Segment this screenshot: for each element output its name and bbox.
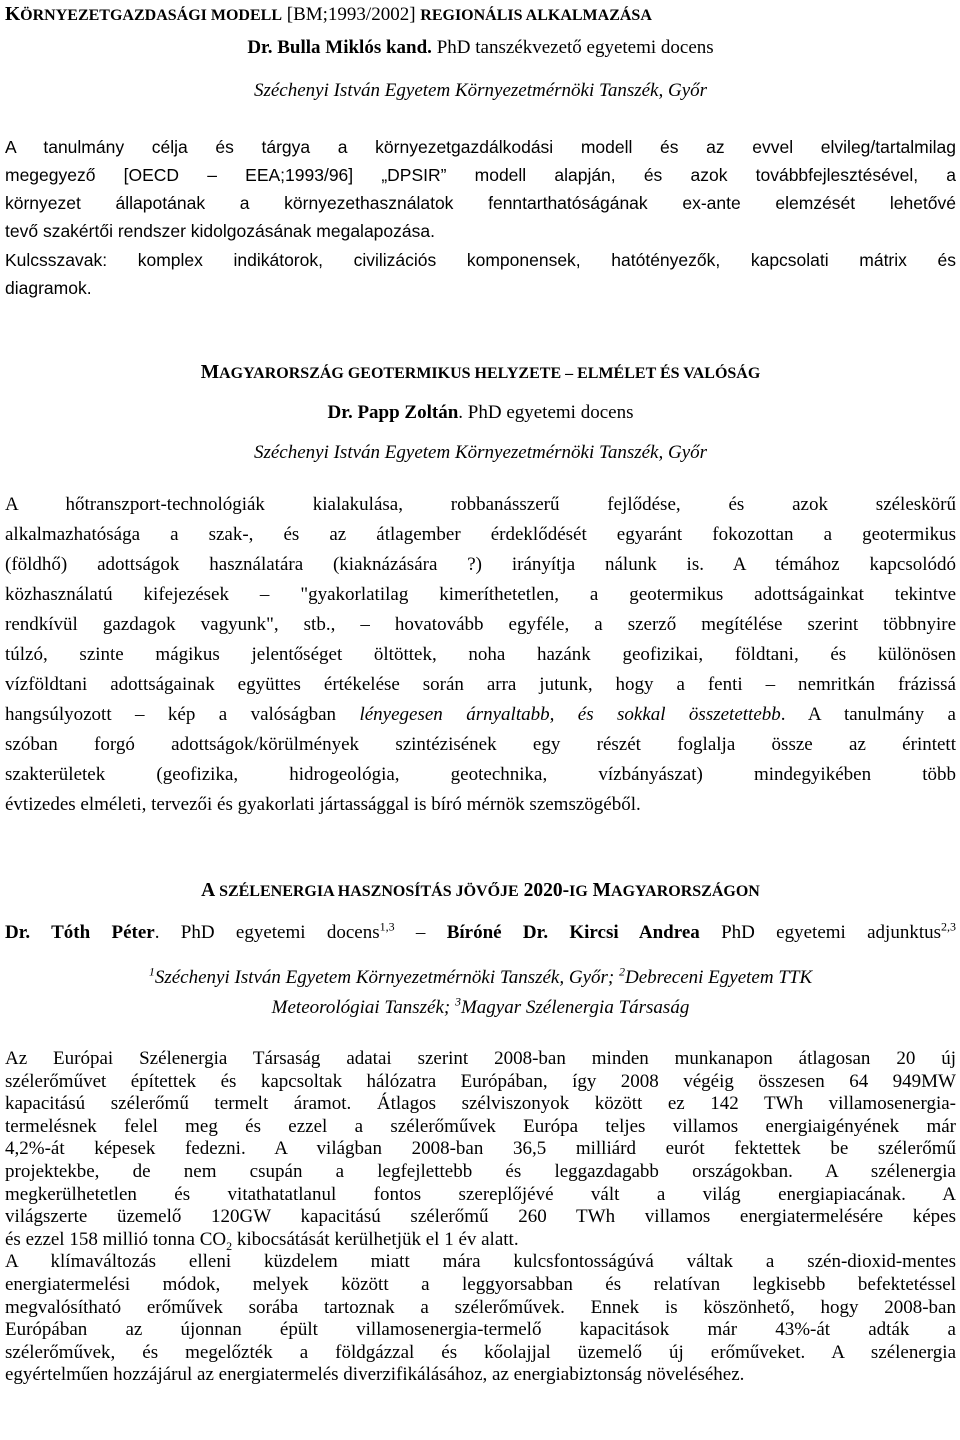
author-role: . PhD egyetemi docens (154, 922, 380, 943)
abstract-3-paragraph-line: megkerülhetetlen és vitathatatlanul fontos szereplőjévé vált a világ energiapiacának. A (5, 1183, 956, 1205)
author-name: Bíróné Dr. Kircsi Andrea (446, 922, 700, 943)
abstract-3-paragraph-line: energiatermelési módok, melyek között a leggyorsabban és relatívan legkisebb befektetéssel (5, 1274, 956, 1295)
abstract-3-authors-line: Dr. Tóth Péter. PhD egyetemi docens$^{1,3}$ – Bíróné Dr. Kircsi Andrea PhD egyetemi adjunktus$^{2,3}$ (5, 919, 957, 943)
abstract-3-paragraph-line: 4,2%-át képesek fedezni. A világban 2008-ban 36,5 milliárd eurót fektettek be szélerőmű (5, 1138, 956, 1160)
abstract-2-affiliation: Széchenyi István Egyetem Környezetmérnöki Tanszék, Győr (253, 442, 708, 463)
abstract-2-paragraph-line: szóban forgó adottságok/körülmények szintézisének egy részét foglalja össze az érintett (5, 734, 956, 755)
abstract-3-paragraph-line: projektekbe, de nem csupán a legfejlettebb és leggazdagabb országokban. A szélenergia (5, 1161, 956, 1182)
abstract-2-paragraph-line: szakterületek (geofizika, hidrogeológia, geotechnika, vízbányászat) mindegyikében több (5, 764, 956, 785)
abstract-2-author-line (5, 401, 956, 425)
author-name: Dr. Bulla Miklós kand. (247, 37, 432, 58)
abstract-1-paragraph-line: megegyező [OECD – EEA;1993/96] „DPSIR” modell alapján, és azok továbbfejlesztésével, a (5, 165, 956, 185)
abstract-1-paragraph-line: A tanulmány célja és tárgya a környezetgazdálkodási modell és az evvel elvileg/tartalmilag (5, 137, 956, 157)
author-name: Dr. Tóth Péter (5, 922, 155, 943)
abstract-2-paragraph-line: vízföldtani adottságainak együttes értékelése során arra jutunk, hogy a fenti – nemritkán frázissá (5, 674, 956, 695)
abstract-1-keywords-line: diagramok. (5, 278, 92, 298)
abstract-1-paragraph-line: környezet állapotának a környezethasználatok fenntarthatóságának ex-ante elemzését lehetővé (5, 193, 956, 213)
author-role: . PhD egyetemi docens (458, 402, 634, 423)
author-role: PhD egyetemi adjunktus (699, 922, 942, 943)
abstract-3-paragraph-line: A klímaváltozás elleni küzdelem miatt mára kulcsfontosságúvá váltak a szén-dioxid-mentes (5, 1251, 956, 1273)
abstract-3-affiliation-line: Meteorológiai Tanszék; $^3$Magyar Szélenergia Társaság (271, 994, 690, 1018)
abstract-3-paragraph-line: világszerte üzemelő 120GW kapacitású szélerőmű 260 TWh villamos energiatermelésére képes (5, 1206, 956, 1228)
abstract-3-paragraph-line: megvalósítható erőművek sorába tartoznak a szélerőművek. Ennek is köszönhető, hogy 2008-ban (5, 1296, 956, 1318)
abstract-2-title: MAGYARORSZÁG GEOTERMIKUS HELYZETE – ELMÉLET ÉS VALÓSÁG (200, 362, 761, 383)
abstract-3-paragraph-line: termelésnek felel meg és ezzel a szélerőművek Európa teljes villamos energiaigényének már (5, 1115, 956, 1137)
abstract-2-paragraph-line: évtizedes elméleti, tervezői és gyakorlati jártassággal is bíró mérnök szemszögéből. (5, 794, 641, 815)
author-name: Dr. Papp Zoltán (327, 402, 459, 423)
emphasis: lényegesen árnyaltabb, és sokkal összetettebb (359, 704, 781, 725)
abstract-2-paragraph-line: (földhő) adottságok használatára (kiaknázására ?) irányítja nálunk is. A témához kapcsolódó (5, 554, 956, 575)
abstract-1-author-line (5, 36, 956, 60)
abstract-2-paragraph-line: A hőtranszport-technológiák kialakulása, robbanásszerű fejlődése, és azok széleskörű (5, 494, 956, 515)
abstract-3-affiliation-line: $^1$Széchenyi István Egyetem Környezetmérnöki Tanszék, Győr; $^2$Debreceni Egyetem TTK (148, 964, 813, 988)
abstract-2-paragraph-line: rendkívül gazdagok vagyunk", stb., – hovatovább egyféle, a szerző megítélése szerint többnyire (5, 614, 956, 635)
abstract-1-title: KÖRNYEZETGAZDASÁGI MODELL [BM;1993/2002] REGIONÁLIS ALKALMAZÁSA (5, 4, 652, 25)
abstract-3-paragraph-line: szélerőművet építettek és kapcsoltak hálózatra Európában, így 2008 végéig összesen 64 949MW (5, 1070, 956, 1092)
abstract-3-paragraph-line: kapacitású szélerőmű termelt áramot. Átlagos szélviszonyok között ez 142 TWh villamosenergia- (5, 1093, 956, 1115)
abstract-3-paragraph-line: Európában az újonnan épült villamosenergia-termelő kapacitások már 43%-át adták a (5, 1319, 956, 1341)
abstract-3-paragraph-line: Az Európai Szélenergia Társaság adatai szerint 2008-ban minden munkanapon átlagosan 20 új (5, 1048, 956, 1069)
abstract-2-paragraph-line: közhasználatú kifejezések – "gyakorlatilag kimeríthetetlen, a geotermikus adottságainkat tekintve (5, 584, 956, 605)
abstract-2-paragraph-line: hangsúlyozott – kép a valóságban lényegesen árnyaltabb, és sokkal összetettebb. A tanulmány a (5, 704, 956, 725)
abstract-3-paragraph-line: és ezzel 158 millió tonna $CO_2$ kibocsátását kerülhetjük el 1 év alatt. (5, 1228, 519, 1253)
abstract-3-paragraph-line: szélerőművek, és megelőzték a földgázzal és kőolajjal üzemelő új erőműveket. A szélenergia (5, 1341, 956, 1363)
abstract-2-paragraph-line: alkalmazhatósága a szak-, és az átlagember érdeklődését egyaránt fokozottan a geotermikus (5, 524, 956, 545)
abstract-1-paragraph-line: tevő szakértői rendszer kidolgozásának megalapozása. (5, 221, 435, 241)
abstract-3-title: A SZÉLENERGIA HASZNOSÍTÁS JÖVŐJE 2020-IG MAGYARORSZÁGON (201, 880, 760, 901)
abstract-3-paragraph-line: egyértelműen hozzájárul az energiatermelés diverzifikálásához, az energiabiztonság növeléséhez. (5, 1364, 745, 1386)
abstract-1-affiliation: Széchenyi István Egyetem Környezetmérnöki Tanszék, Győr (253, 80, 708, 101)
abstract-1-keywords-line: Kulcsszavak: komplex indikátorok, civilizációs komponensek, hatótényezők, kapcsolati mátrix és (5, 250, 956, 270)
author-role: PhD tanszékvezető egyetemi docens (431, 37, 714, 58)
abstract-2-paragraph-line: túlzó, szinte mágikus jelentőséget öltöttek, noha hazánk geofizikai, földtani, és különösen (5, 644, 956, 665)
